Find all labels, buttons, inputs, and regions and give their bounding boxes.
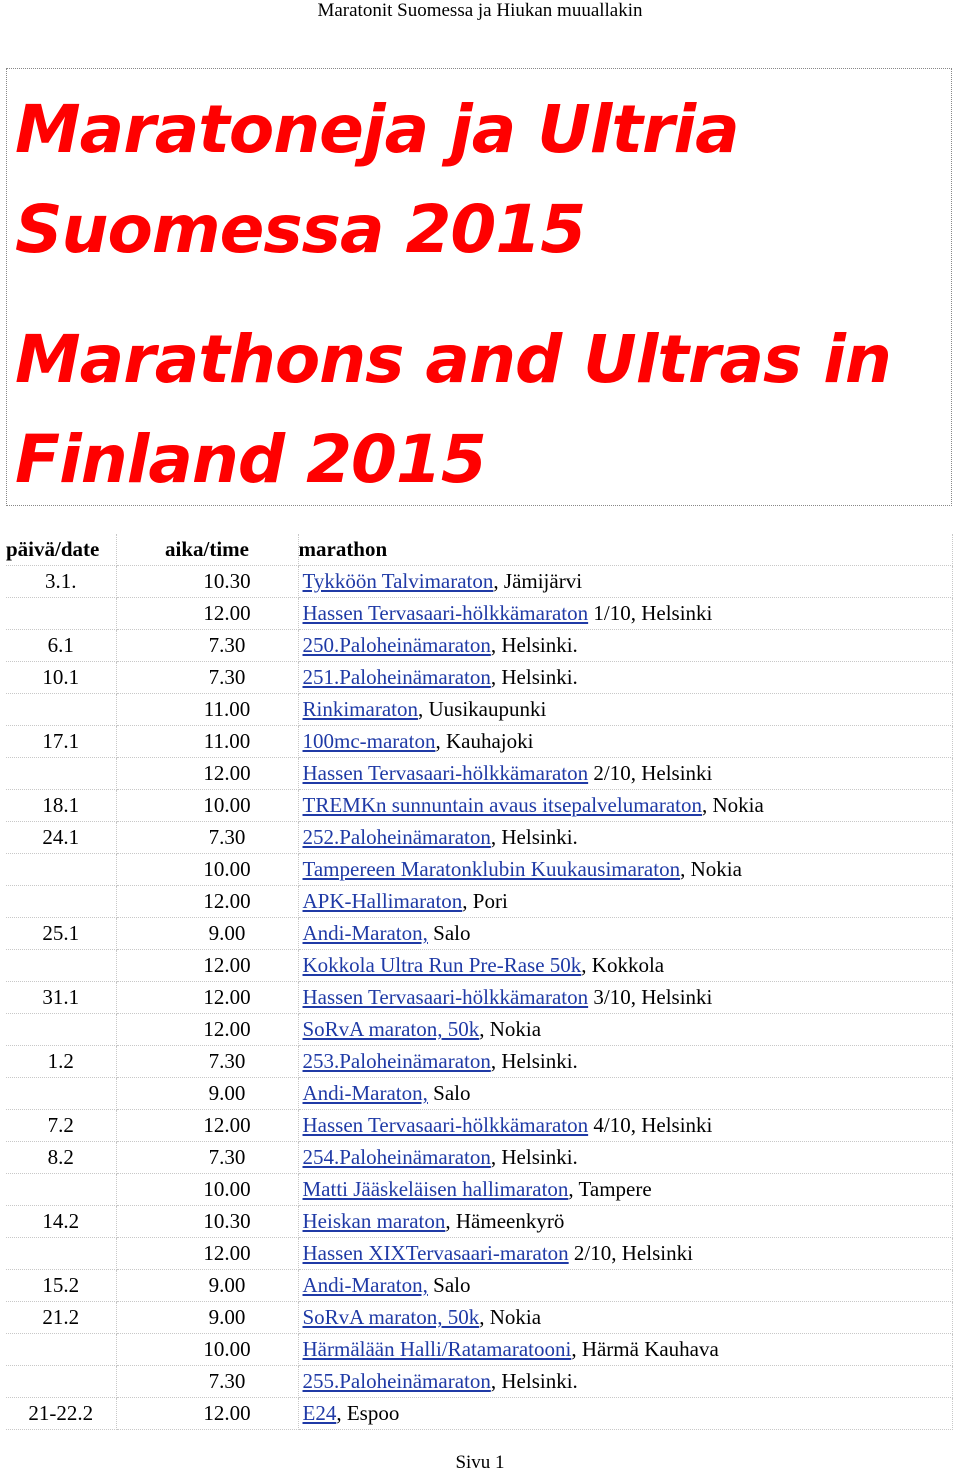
event-location: 2/10, Helsinki xyxy=(568,1241,693,1265)
event-link[interactable]: 255.Paloheinämaraton xyxy=(302,1369,491,1393)
event-time: 7.30 xyxy=(116,662,298,694)
title-line-3: Marathons and Ultras in xyxy=(15,321,891,398)
event-location: Salo xyxy=(427,1081,471,1105)
event-link[interactable]: Hassen Tervasaari-hölkkämaraton xyxy=(302,761,589,785)
event-date xyxy=(6,1014,116,1046)
event-location: , Kauhajoki xyxy=(435,729,534,753)
event-time: 12.00 xyxy=(116,1398,298,1430)
event-cell xyxy=(298,1206,952,1238)
title-line-2: Suomessa 2015 xyxy=(15,191,586,268)
event-date xyxy=(6,854,116,886)
table-row xyxy=(6,854,952,886)
event-date: 24.1 xyxy=(6,822,116,854)
event-location: , Uusikaupunki xyxy=(417,697,547,721)
event-link[interactable]: 100mc-maraton xyxy=(302,729,436,753)
table-row xyxy=(6,1398,952,1430)
event-date xyxy=(6,1238,116,1270)
table-row xyxy=(6,1174,952,1206)
event-date xyxy=(6,950,116,982)
table-row xyxy=(6,1142,952,1174)
events-table xyxy=(6,534,953,1430)
event-time: 11.00 xyxy=(116,694,298,726)
event-link[interactable]: 252.Paloheinämaraton xyxy=(302,825,491,849)
event-cell xyxy=(298,950,952,982)
event-cell xyxy=(298,1174,952,1206)
event-location: , Helsinki. xyxy=(490,665,578,689)
event-link[interactable]: Matti Jääskeläisen hallimaraton xyxy=(302,1177,569,1201)
event-cell xyxy=(298,1238,952,1270)
event-time: 12.00 xyxy=(116,982,298,1014)
event-link[interactable]: Kokkola Ultra Run Pre-Rase 50k xyxy=(302,953,582,977)
event-cell xyxy=(298,1142,952,1174)
event-cell xyxy=(298,886,952,918)
event-link[interactable]: SoRvA maraton, 50k xyxy=(302,1017,480,1041)
event-link[interactable]: Hassen Tervasaari-hölkkämaraton xyxy=(302,985,589,1009)
table-row xyxy=(6,758,952,790)
event-date: 6.1 xyxy=(6,630,116,662)
table-row xyxy=(6,694,952,726)
event-time: 7.30 xyxy=(116,630,298,662)
event-location: 1/10, Helsinki xyxy=(588,601,713,625)
table-row xyxy=(6,1334,952,1366)
event-location: , Helsinki. xyxy=(490,633,578,657)
event-link[interactable]: Hassen Tervasaari-hölkkämaraton xyxy=(302,1113,589,1137)
event-cell xyxy=(298,1398,952,1430)
event-time: 12.00 xyxy=(116,758,298,790)
table-row xyxy=(6,886,952,918)
event-location: , Nokia xyxy=(479,1305,542,1329)
event-link[interactable]: APK-Hallimaraton xyxy=(302,889,463,913)
event-location: 4/10, Helsinki xyxy=(588,1113,713,1137)
event-time: 10.30 xyxy=(116,1206,298,1238)
event-date: 21-22.2 xyxy=(6,1398,116,1430)
table-row xyxy=(6,790,952,822)
event-location: , Jämijärvi xyxy=(493,569,583,593)
event-time: 12.00 xyxy=(116,598,298,630)
event-link[interactable]: 253.Paloheinämaraton xyxy=(302,1049,491,1073)
event-date: 21.2 xyxy=(6,1302,116,1334)
event-cell xyxy=(298,854,952,886)
event-location: , Nokia xyxy=(702,793,764,817)
event-cell xyxy=(298,726,952,758)
event-location: , Nokia xyxy=(680,857,742,881)
table-row xyxy=(6,950,952,982)
event-location: 3/10, Helsinki xyxy=(588,985,713,1009)
event-date: 31.1 xyxy=(6,982,116,1014)
table-row xyxy=(6,598,952,630)
event-link[interactable]: Andi-Maraton, xyxy=(302,1273,428,1297)
event-date xyxy=(6,758,116,790)
event-location: , Tampere xyxy=(568,1177,652,1201)
header-time: aika/time xyxy=(116,534,298,566)
event-time: 10.00 xyxy=(116,1334,298,1366)
event-date xyxy=(6,1078,116,1110)
event-link[interactable]: Hassen XIXTervasaari-maraton xyxy=(302,1241,569,1265)
table-row xyxy=(6,1238,952,1270)
table-row xyxy=(6,1302,952,1334)
event-date xyxy=(6,598,116,630)
event-location: Salo xyxy=(427,1273,471,1297)
running-header: Maratonit Suomessa ja Hiukan muuallakin xyxy=(317,0,643,21)
event-location: , Kokkola xyxy=(581,953,665,977)
table-row xyxy=(6,1078,952,1110)
table-row xyxy=(6,822,952,854)
event-cell xyxy=(298,1302,952,1334)
table-row xyxy=(6,726,952,758)
event-link[interactable]: Hassen Tervasaari-hölkkämaraton xyxy=(302,601,589,625)
event-date xyxy=(6,886,116,918)
table-row xyxy=(6,1014,952,1046)
table-row xyxy=(6,566,952,598)
event-date: 14.2 xyxy=(6,1206,116,1238)
event-cell xyxy=(298,1110,952,1142)
table-row xyxy=(6,982,952,1014)
table-row xyxy=(6,1270,952,1302)
event-time: 7.30 xyxy=(116,1046,298,1078)
event-date: 7.2 xyxy=(6,1110,116,1142)
event-location: , Helsinki. xyxy=(490,1369,578,1393)
event-location: , Härmä Kauhava xyxy=(571,1337,719,1361)
event-date xyxy=(6,1366,116,1398)
table-row xyxy=(6,1206,952,1238)
header-date: päivä/date xyxy=(6,534,116,566)
event-cell xyxy=(298,1014,952,1046)
event-link[interactable]: Härmälään Halli/Ratamaratooni xyxy=(302,1337,572,1361)
event-time: 12.00 xyxy=(116,886,298,918)
event-time: 12.00 xyxy=(116,950,298,982)
event-location: , Hämeenkyrö xyxy=(445,1209,565,1233)
event-link[interactable]: Tampereen Maratonklubin Kuukausimaraton xyxy=(302,857,681,881)
event-link[interactable]: 254.Paloheinämaraton xyxy=(302,1145,491,1169)
event-date: 18.1 xyxy=(6,790,116,822)
event-time: 12.00 xyxy=(116,1238,298,1270)
event-cell xyxy=(298,1366,952,1398)
event-time: 7.30 xyxy=(116,822,298,854)
event-location: , Nokia xyxy=(479,1017,542,1041)
event-time: 9.00 xyxy=(116,1078,298,1110)
events-table-body xyxy=(6,566,952,1430)
event-link[interactable]: 250.Paloheinämaraton xyxy=(302,633,491,657)
event-cell xyxy=(298,1046,952,1078)
event-time: 12.00 xyxy=(116,1110,298,1142)
event-cell xyxy=(298,662,952,694)
event-location: , Pori xyxy=(462,889,508,913)
header-event: marathon xyxy=(298,534,952,566)
event-cell xyxy=(298,758,952,790)
event-link[interactable]: 251.Paloheinämaraton xyxy=(302,665,491,689)
table-row xyxy=(6,918,952,950)
event-cell xyxy=(298,1078,952,1110)
event-time: 9.00 xyxy=(116,918,298,950)
event-cell xyxy=(298,918,952,950)
table-row xyxy=(6,1366,952,1398)
event-link[interactable]: SoRvA maraton, 50k xyxy=(302,1305,480,1329)
event-time: 10.00 xyxy=(116,1174,298,1206)
event-link[interactable]: E24 xyxy=(302,1401,337,1425)
event-cell xyxy=(298,1270,952,1302)
title-line-4: Finland 2015 xyxy=(15,421,486,498)
event-link[interactable]: Tykköön Talvimaraton xyxy=(302,569,494,593)
page-number: Sivu 1 xyxy=(455,1452,505,1473)
event-date: 3.1. xyxy=(6,566,116,598)
event-link[interactable]: Andi-Maraton, xyxy=(302,921,428,945)
event-location: , Helsinki. xyxy=(490,825,578,849)
event-cell xyxy=(298,694,952,726)
event-cell xyxy=(298,566,952,598)
event-time: 9.00 xyxy=(116,1302,298,1334)
event-location: , Espoo xyxy=(336,1401,400,1425)
event-date: 25.1 xyxy=(6,918,116,950)
event-date: 15.2 xyxy=(6,1270,116,1302)
event-time: 10.00 xyxy=(116,854,298,886)
event-time: 7.30 xyxy=(116,1142,298,1174)
table-row xyxy=(6,630,952,662)
title-line-1: Maratoneja ja Ultria xyxy=(15,91,739,168)
event-location: Salo xyxy=(427,921,471,945)
event-location: , Helsinki. xyxy=(490,1145,578,1169)
event-time: 9.00 xyxy=(116,1270,298,1302)
event-link[interactable]: Rinkimaraton xyxy=(302,697,418,721)
table-row xyxy=(6,662,952,694)
event-cell xyxy=(298,598,952,630)
event-date xyxy=(6,1174,116,1206)
event-date: 17.1 xyxy=(6,726,116,758)
event-location: , Helsinki. xyxy=(490,1049,578,1073)
event-cell xyxy=(298,982,952,1014)
event-link[interactable]: Heiskan maraton xyxy=(302,1209,446,1233)
event-link[interactable]: Andi-Maraton, xyxy=(302,1081,428,1105)
event-time: 12.00 xyxy=(116,1014,298,1046)
event-cell xyxy=(298,790,952,822)
event-cell xyxy=(298,1334,952,1366)
table-row xyxy=(6,1110,952,1142)
title-box xyxy=(6,68,952,506)
event-cell xyxy=(298,630,952,662)
event-time: 10.00 xyxy=(116,790,298,822)
event-link[interactable]: TREMKn sunnuntain avaus itsepalvelumaraton xyxy=(302,793,703,817)
event-date: 1.2 xyxy=(6,1046,116,1078)
table-row xyxy=(6,1046,952,1078)
event-cell xyxy=(298,822,952,854)
event-time: 11.00 xyxy=(116,726,298,758)
event-location: 2/10, Helsinki xyxy=(588,761,713,785)
event-date: 8.2 xyxy=(6,1142,116,1174)
event-time: 10.30 xyxy=(116,566,298,598)
event-date xyxy=(6,1334,116,1366)
event-date: 10.1 xyxy=(6,662,116,694)
table-header-row xyxy=(6,534,952,566)
event-time: 7.30 xyxy=(116,1366,298,1398)
event-date xyxy=(6,694,116,726)
